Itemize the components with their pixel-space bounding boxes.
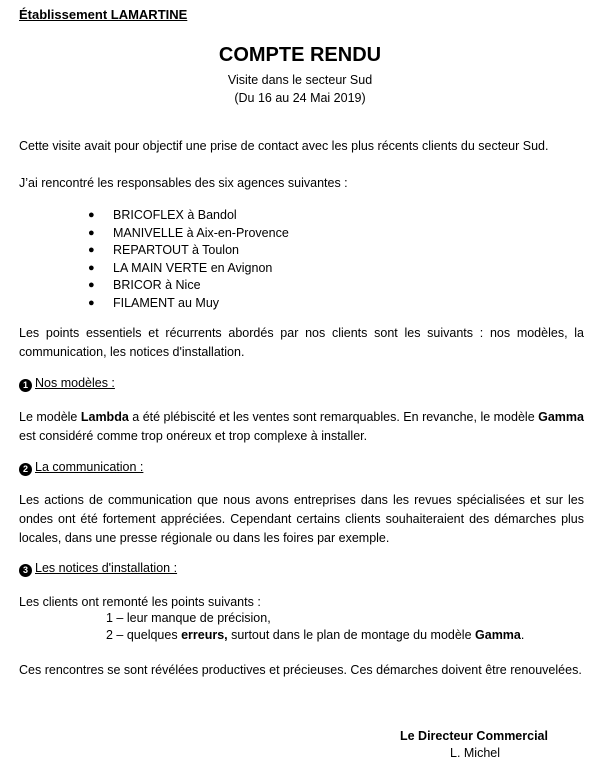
signature-role: Le Directeur Commercial (400, 729, 548, 743)
section-heading-models (19, 376, 115, 392)
agency-name: MANIVELLE à Aix-en-Provence (113, 225, 289, 240)
model-name-lambda: Lambda (80, 410, 129, 424)
instructions-intro: Les clients ont remonté les points suivants : (19, 595, 261, 609)
number-2-icon: 2 (19, 463, 32, 476)
bullet-icon: ● (88, 244, 95, 257)
text-run: a été plébiscité et les ventes sont remarquables. En revanche, le modèle (128, 410, 539, 424)
agency-name: BRICOR à Nice (113, 278, 201, 293)
section-heading-communication (19, 460, 143, 476)
instruction-point-1: 1 – leur manque de précision, (106, 611, 271, 625)
bullet-icon: ● (88, 261, 95, 274)
agency-list-item (88, 207, 289, 225)
bullet-icon: ● (88, 226, 95, 239)
agency-name: FILAMENT au Muy (113, 295, 220, 310)
text-run: surtout dans le plan de montage du modèle (227, 628, 476, 642)
number-3-icon: 3 (19, 564, 32, 577)
agency-list (88, 207, 289, 313)
agency-name: BRICOFLEX à Bandol (113, 208, 237, 222)
text-run: Le modèle (19, 410, 81, 424)
bullet-icon: ● (88, 296, 95, 309)
text-run: 2 – quelques (106, 628, 182, 642)
document-title: COMPTE RENDU (218, 44, 382, 66)
text-run: . (520, 628, 525, 642)
document-subtitle-visit: Visite dans le secteur Sud (227, 73, 373, 87)
section-heading-label: Nos modèles : (35, 376, 115, 390)
signature-name: L. Michel (450, 746, 501, 760)
section-heading-label: Les notices d'installation : (35, 561, 178, 575)
model-name-gamma: Gamma (475, 628, 521, 642)
agency-list-item (88, 260, 289, 278)
models-paragraph (19, 408, 584, 446)
agency-list-item (88, 242, 289, 260)
model-name-gamma: Gamma (538, 410, 584, 424)
instruction-point-2 (106, 628, 524, 642)
conclusion-paragraph: Ces rencontres se sont révélées productives et précieuses. Ces démarches doivent être renouvelées. (19, 663, 582, 677)
bullet-icon: ● (88, 279, 95, 292)
text-run: est considéré comme trop onéreux et trop complexe à installer. (19, 429, 368, 443)
agencies-intro: J’ai rencontré les responsables des six agences suivantes : (19, 176, 348, 190)
bullet-icon: ● (88, 209, 95, 221)
agency-list-item (88, 277, 289, 295)
section-heading-instructions (19, 561, 177, 577)
emphasis-errors: erreurs, (181, 628, 228, 642)
communication-paragraph: Les actions de communication que nous avons entreprises dans les revues spécialisées et sur les ondes ont été fortement appréciées. Cependant certains clients souhaiteraient des démarches plus locales, dans une presse régionale ou dans les foires par exemple. (19, 493, 584, 545)
establishment-name: Établissement LAMARTINE (19, 7, 188, 22)
document-subtitle-dates: (Du 16 au 24 Mai 2019) (234, 91, 366, 105)
section-heading-label: La communication : (35, 460, 144, 474)
agency-name: LA MAIN VERTE en Avignon (113, 260, 273, 275)
agency-name: REPARTOUT à Toulon (113, 243, 239, 258)
agency-list-item (88, 225, 289, 243)
points-intro-paragraph: Les points essentiels et récurrents abordés par nos clients sont les suivants : nos modèles, la communication, les notices d'installation. (19, 326, 584, 359)
intro-paragraph: Cette visite avait pour objectif une prise de contact avec les plus récents clients du secteur Sud. (19, 139, 549, 153)
agency-list-item (88, 295, 289, 313)
number-1-icon: 1 (19, 379, 32, 392)
